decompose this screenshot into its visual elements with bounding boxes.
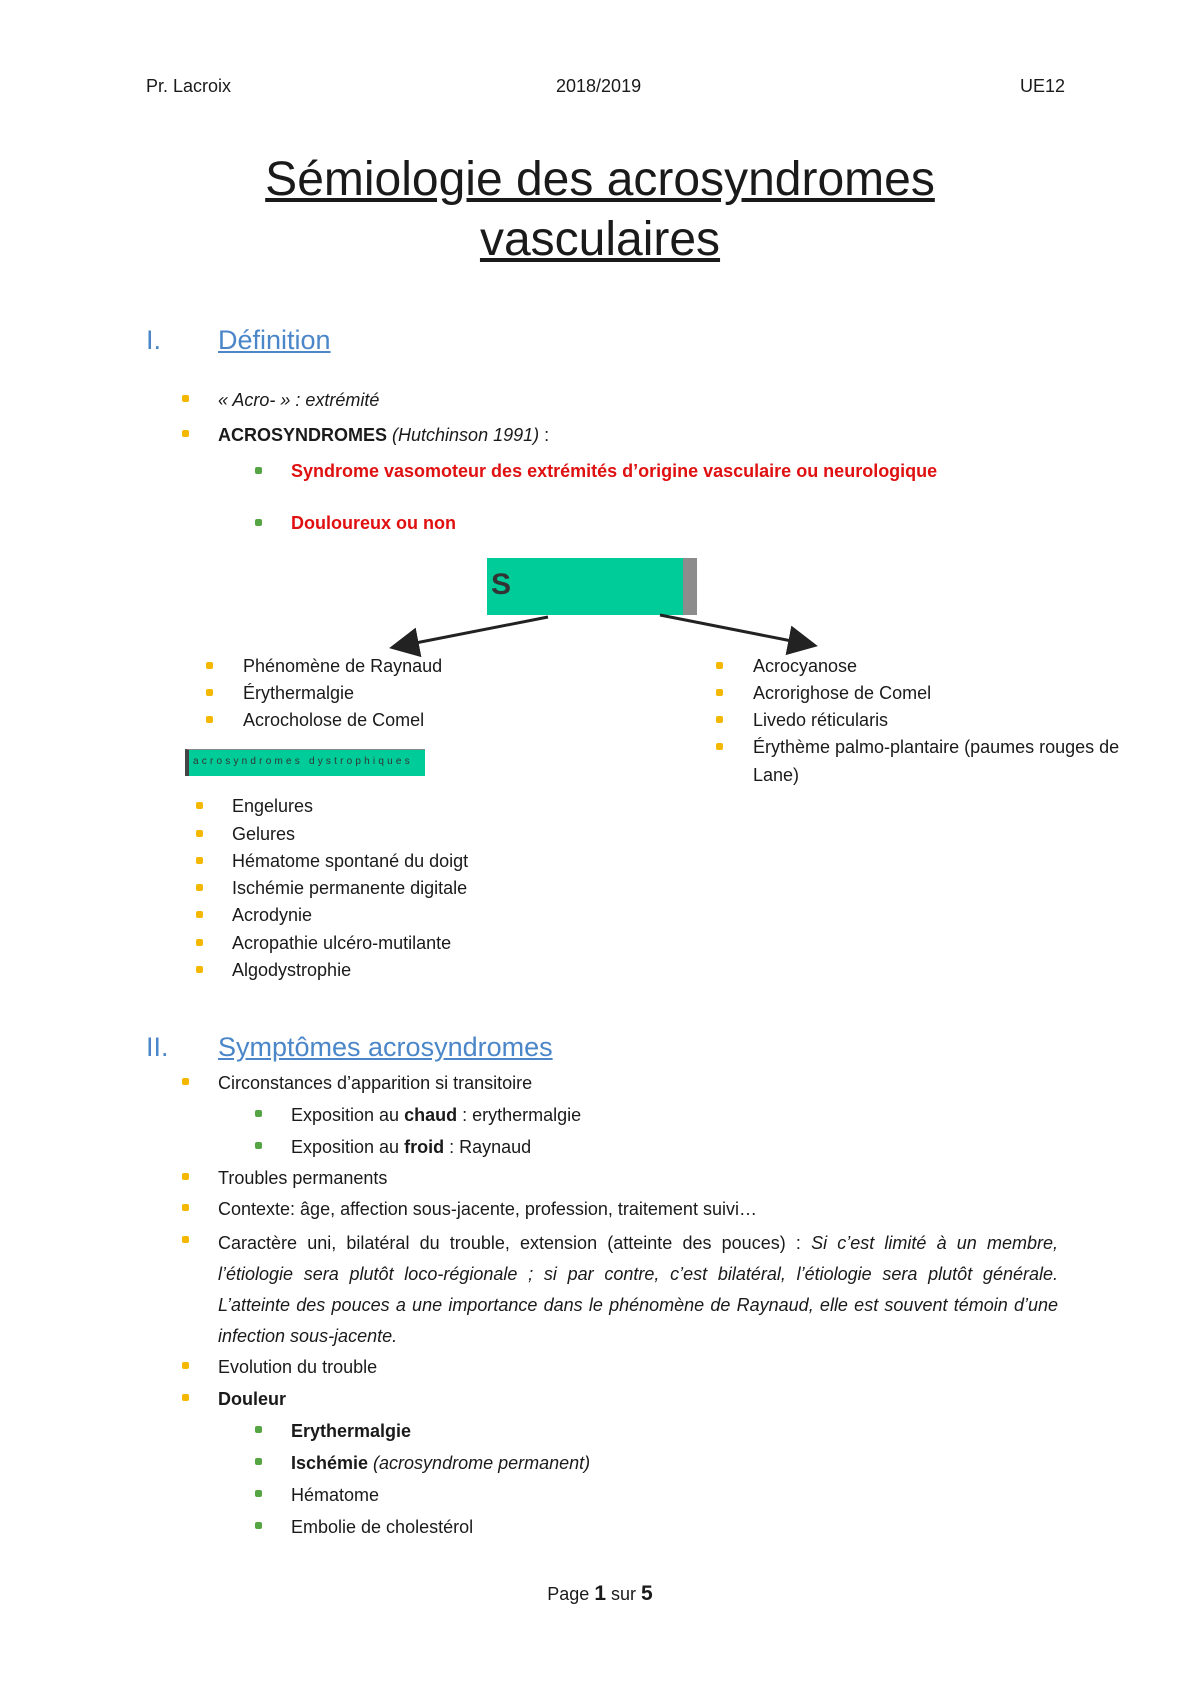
bullet-icon xyxy=(196,966,203,973)
section2-number: II. xyxy=(146,1032,169,1062)
definition-sub-2: Douloureux ou non xyxy=(291,513,456,533)
bullet-icon xyxy=(255,1458,262,1465)
pain-erythermalgia-bold: Erythermalgie xyxy=(291,1421,412,1441)
footer-page-number: 1 xyxy=(594,1582,606,1605)
bullet-icon xyxy=(206,689,213,696)
right-item-2: Acrorighose de Comel xyxy=(753,683,932,703)
diagram-arrows xyxy=(0,0,1200,800)
dystrophic-label: acrosyndromes dystrophiques xyxy=(193,756,413,767)
bullet-icon xyxy=(255,1426,262,1433)
bullet-icon xyxy=(182,1173,189,1180)
bullet-icon xyxy=(196,939,203,946)
dys-item-3: Hématome spontané du doigt xyxy=(232,851,469,871)
bullet-icon xyxy=(182,1394,189,1401)
pain-ischemia xyxy=(291,1453,590,1474)
section1-number: I. xyxy=(146,325,162,355)
pain-erythermalgia xyxy=(291,1421,411,1442)
header-year: 2018/2019 xyxy=(556,76,642,96)
pain-hematoma: Hématome xyxy=(291,1485,380,1505)
bullet-icon xyxy=(255,1522,262,1529)
definition-sub-1: Syndrome vasomoteur des extrémités d’origine vasculaire ou neurologique xyxy=(291,461,938,481)
footer-of-word: sur xyxy=(611,1584,637,1604)
right-item-1: Acrocyanose xyxy=(753,656,858,676)
bullet-icon xyxy=(196,830,203,837)
page-footer xyxy=(0,1582,1200,1606)
left-item-1: Phénomène de Raynaud xyxy=(243,656,443,676)
acrosyndromes-colon: : xyxy=(539,425,550,445)
left-item-2: Érythermalgie xyxy=(243,683,355,703)
bullet-icon xyxy=(255,1142,262,1149)
exposure-cold-pre: Exposition au xyxy=(291,1137,405,1157)
footer-page-word: Page xyxy=(547,1584,590,1604)
acrosyndromes-term: ACROSYNDROMES xyxy=(218,425,388,445)
pain-ischemia-italic: (acrosyndrome permanent) xyxy=(368,1453,591,1473)
bullet-icon xyxy=(255,1110,262,1117)
dys-item-4: Ischémie permanente digitale xyxy=(232,878,468,898)
right-item-4: Érythème palmo-plantaire (paumes rouges de xyxy=(753,737,1120,757)
section2-title: Symptômes acrosyndromes xyxy=(218,1032,553,1062)
bullet-icon xyxy=(206,662,213,669)
right-item-3: Livedo réticularis xyxy=(753,710,889,730)
bullet-icon xyxy=(182,1236,189,1243)
right-item-4-cont: Lane) xyxy=(753,765,800,785)
exposure-heat-post: : erythermalgie xyxy=(457,1105,582,1125)
symptom-evolution: Evolution du trouble xyxy=(218,1357,378,1377)
acrosyndromes-ref: (Hutchinson 1991) xyxy=(392,425,540,445)
left-item-3: Acrocholose de Comel xyxy=(243,710,425,730)
pain-cholesterol: Embolie de cholestérol xyxy=(291,1517,474,1537)
exposure-cold xyxy=(291,1137,531,1158)
symptom-context: Contexte: âge, affection sous-jacente, profession, traitement suivi… xyxy=(218,1199,757,1219)
dys-item-2: Gelures xyxy=(232,824,296,844)
bullet-icon xyxy=(182,1204,189,1211)
dys-item-7: Algodystrophie xyxy=(232,960,352,980)
exposure-cold-post: : Raynaud xyxy=(444,1137,532,1157)
symptom-circumstances: Circonstances d’apparition si transitoire xyxy=(218,1073,533,1093)
symptom-pain: Douleur xyxy=(218,1389,287,1409)
dys-item-1: Engelures xyxy=(232,796,314,816)
bullet-icon xyxy=(196,911,203,918)
exposure-cold-bold: froid xyxy=(404,1137,445,1157)
exposure-heat-pre: Exposition au xyxy=(291,1105,405,1125)
exposure-heat-bold: chaud xyxy=(404,1105,458,1125)
arrow-right xyxy=(660,615,812,645)
bullet-icon xyxy=(716,743,723,750)
section1-title: Définition xyxy=(218,325,331,355)
dystrophic-box xyxy=(185,749,425,776)
pain-ischemia-bold: Ischémie xyxy=(291,1453,369,1473)
character-normal: Caractère uni, bilatéral du trouble, extension (atteinte des pouces) : xyxy=(218,1233,812,1253)
bullet-icon xyxy=(255,1490,262,1497)
arrow-left xyxy=(395,617,548,647)
header-author: Pr. Lacroix xyxy=(146,76,232,96)
diagram-box-label: S xyxy=(491,568,512,601)
bullet-icon xyxy=(196,884,203,891)
bullet-icon xyxy=(196,857,203,864)
bullet-icon xyxy=(182,1078,189,1085)
bullet-icon xyxy=(182,1362,189,1369)
symptom-permanent: Troubles permanents xyxy=(218,1168,388,1188)
bullet-icon xyxy=(716,662,723,669)
dys-item-5: Acrodynie xyxy=(232,905,313,925)
dys-item-6: Acropathie ulcéro-mutilante xyxy=(232,933,452,953)
footer-total-pages: 5 xyxy=(641,1582,653,1605)
symptom-character xyxy=(218,1228,1058,1352)
bullet-icon xyxy=(206,716,213,723)
bullet-icon xyxy=(716,716,723,723)
character-italic: Si c’est limité à un membre, l’étiologie sera plutôt loco-régionale ; si par contre, c’est bilatéral, l’étiologie sera plutôt générale. L’atteinte des pouces a une importance dans le phénomène de Raynaud, elle est souvent témoin d’une infection sous-jacente. xyxy=(218,1233,1059,1346)
bullet-icon xyxy=(196,802,203,809)
title-line-1: Sémiologie des acrosyndromes xyxy=(265,153,935,206)
title-line-2: vasculaires xyxy=(479,213,721,266)
header-course: UE12 xyxy=(1020,76,1066,96)
exposure-heat xyxy=(291,1105,581,1126)
bullet-icon xyxy=(716,689,723,696)
acro-definition: « Acro- » : extrémité xyxy=(218,390,380,410)
